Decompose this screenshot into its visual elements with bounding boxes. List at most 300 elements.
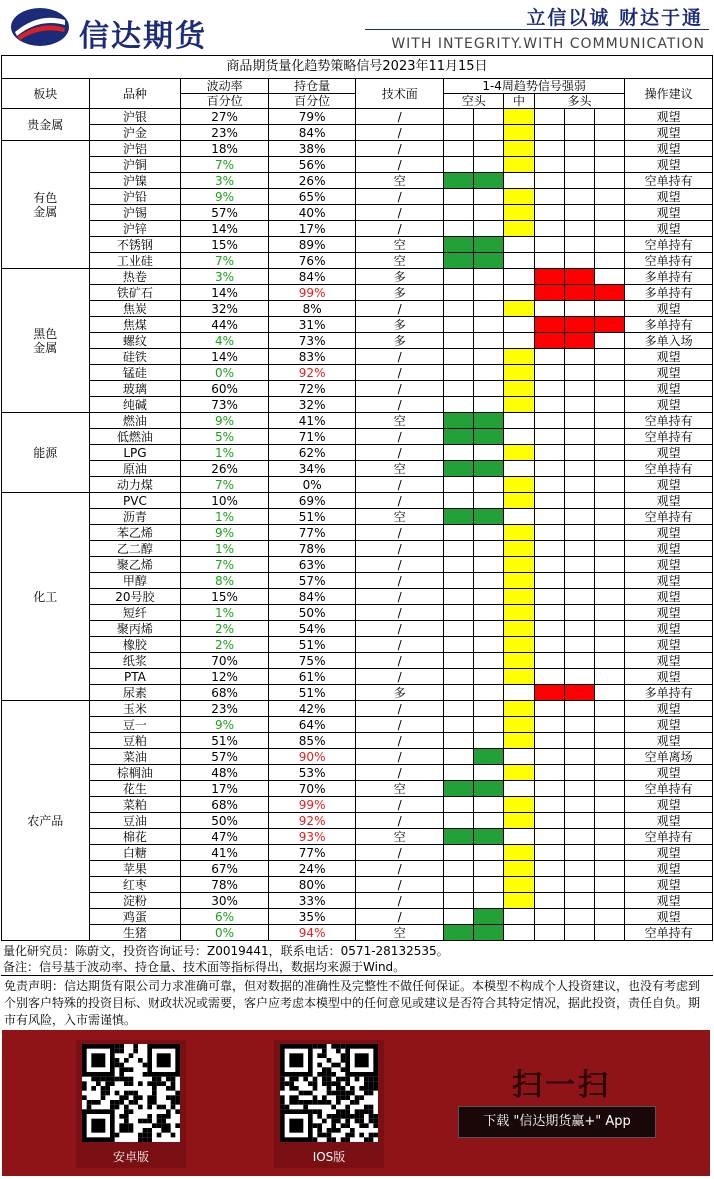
open-interest-cell: 51% (268, 685, 356, 701)
variety-cell: PTA (89, 669, 181, 685)
technical-cell: / (356, 221, 444, 237)
volatility-cell: 7% (181, 557, 269, 573)
signal-cell (504, 445, 534, 461)
signal-cell (474, 525, 504, 541)
signal-cell (474, 653, 504, 669)
signal-cell (564, 669, 594, 685)
volatility-cell: 7% (181, 477, 269, 493)
open-interest-cell: 35% (268, 909, 356, 925)
sector-name: 能源 (2, 413, 90, 493)
slogan-divider (365, 29, 709, 30)
signal-cell (504, 557, 534, 573)
researcher-note: 量化研究员：陈蔚文，投资咨询证号：Z0019441，联系电话：0571-28132535。 (3, 944, 449, 958)
signal-cell (504, 317, 534, 333)
scan-text: 扫一扫 (512, 1068, 611, 1103)
signal-cell (443, 573, 473, 589)
volatility-cell: 6% (181, 909, 269, 925)
variety-cell: 苯乙烯 (89, 525, 181, 541)
variety-cell: 纸浆 (89, 653, 181, 669)
advice-cell: 观望 (625, 541, 713, 557)
open-interest-cell: 99% (268, 285, 356, 301)
advice-cell: 观望 (625, 653, 713, 669)
variety-cell: 沪铝 (89, 141, 181, 157)
advice-cell: 观望 (625, 445, 713, 461)
open-interest-cell: 77% (268, 845, 356, 861)
signal-cell (474, 733, 504, 749)
signal-cell (534, 557, 564, 573)
signal-cell (595, 765, 625, 781)
signal-cell (504, 333, 534, 349)
signal-cell (564, 733, 594, 749)
volatility-cell: 60% (181, 381, 269, 397)
open-interest-cell: 94% (268, 925, 356, 941)
advice-cell: 观望 (625, 621, 713, 637)
signal-cell (474, 237, 504, 253)
volatility-cell: 4% (181, 333, 269, 349)
technical-cell: / (356, 797, 444, 813)
signal-cell (595, 333, 625, 349)
open-interest-cell: 99% (268, 797, 356, 813)
signal-cell (474, 589, 504, 605)
variety-cell: 棕榈油 (89, 765, 181, 781)
signal-cell (443, 413, 473, 429)
signal-cell (564, 765, 594, 781)
signal-cell (564, 125, 594, 141)
technical-cell: 空 (356, 237, 444, 253)
signal-cell (443, 189, 473, 205)
signal-cell (595, 285, 625, 301)
header (1, 1, 713, 53)
signal-cell (534, 365, 564, 381)
signal-cell (504, 781, 534, 797)
signal-cell (595, 877, 625, 893)
table-row (2, 717, 713, 733)
volatility-cell: 48% (181, 765, 269, 781)
signal-cell (564, 237, 594, 253)
signal-cell (443, 269, 473, 285)
signal-cell (534, 125, 564, 141)
table-row (2, 765, 713, 781)
android-qr-code-icon[interactable] (82, 1044, 180, 1142)
signal-cell (443, 509, 473, 525)
signal-cell (564, 429, 594, 445)
signal-cell (534, 509, 564, 525)
signal-cell (564, 525, 594, 541)
signal-cell (474, 605, 504, 621)
signal-cell (443, 781, 473, 797)
signal-cell (443, 477, 473, 493)
signal-cell (595, 205, 625, 221)
variety-cell: 棉花 (89, 829, 181, 845)
signal-cell (534, 797, 564, 813)
variety-cell: 甲醇 (89, 573, 181, 589)
signal-cell (564, 413, 594, 429)
signal-cell (474, 621, 504, 637)
signal-cell (595, 221, 625, 237)
signal-cell (595, 797, 625, 813)
signal-cell (564, 493, 594, 509)
advice-cell: 观望 (625, 605, 713, 621)
signal-cell (504, 573, 534, 589)
table-row (2, 301, 713, 317)
signal-cell (443, 637, 473, 653)
variety-cell: 尿素 (89, 685, 181, 701)
advice-cell: 空单持有 (625, 829, 713, 845)
signal-cell (564, 637, 594, 653)
technical-cell: 空 (356, 173, 444, 189)
technical-cell: / (356, 733, 444, 749)
variety-cell: 聚丙烯 (89, 621, 181, 637)
signal-cell (474, 717, 504, 733)
signal-cell (534, 269, 564, 285)
open-interest-cell: 75% (268, 653, 356, 669)
signal-cell (443, 733, 473, 749)
signal-cell (564, 477, 594, 493)
download-banner (2, 1030, 710, 1176)
signal-cell (564, 397, 594, 413)
col-variety: 品种 (89, 79, 181, 109)
volatility-cell: 0% (181, 365, 269, 381)
advice-cell: 空单持有 (625, 781, 713, 797)
table-row (2, 749, 713, 765)
open-interest-cell: 84% (268, 125, 356, 141)
signal-cell (595, 381, 625, 397)
technical-cell: 空 (356, 461, 444, 477)
signal-cell (564, 253, 594, 269)
signal-cell (504, 845, 534, 861)
advice-cell: 空单持有 (625, 173, 713, 189)
signal-cell (474, 333, 504, 349)
signal-cell (504, 637, 534, 653)
signal-cell (504, 381, 534, 397)
table-row (2, 573, 713, 589)
technical-cell: / (356, 493, 444, 509)
advice-cell: 观望 (625, 701, 713, 717)
signal-cell (595, 397, 625, 413)
col-sector: 板块 (2, 79, 90, 109)
signal-cell (504, 237, 534, 253)
signal-cell (534, 525, 564, 541)
volatility-cell: 18% (181, 141, 269, 157)
technical-cell: 空 (356, 925, 444, 941)
signal-cell (443, 541, 473, 557)
volatility-cell: 78% (181, 877, 269, 893)
variety-cell: 热卷 (89, 269, 181, 285)
technical-cell: / (356, 813, 444, 829)
signal-cell (474, 925, 504, 941)
signal-cell (474, 781, 504, 797)
open-interest-cell: 17% (268, 221, 356, 237)
signal-cell (595, 493, 625, 509)
open-interest-cell: 26% (268, 173, 356, 189)
signal-cell (474, 413, 504, 429)
signal-cell (564, 557, 594, 573)
table-row (2, 157, 713, 173)
signal-cell (595, 845, 625, 861)
ios-qr-card[interactable] (274, 1040, 384, 1168)
signal-cell (443, 525, 473, 541)
signal-cell (564, 109, 594, 125)
table-row (2, 909, 713, 925)
advice-cell: 空单持有 (625, 253, 713, 269)
open-interest-cell: 51% (268, 509, 356, 525)
signal-cell (443, 797, 473, 813)
open-interest-cell: 42% (268, 701, 356, 717)
technical-cell: / (356, 365, 444, 381)
open-interest-cell: 78% (268, 541, 356, 557)
advice-cell: 空单持有 (625, 237, 713, 253)
signal-cell (534, 893, 564, 909)
technical-cell: / (356, 397, 444, 413)
signal-cell (534, 493, 564, 509)
signal-cell (595, 893, 625, 909)
advice-cell: 观望 (625, 573, 713, 589)
signal-cell (564, 221, 594, 237)
signal-cell (504, 813, 534, 829)
volatility-cell: 7% (181, 253, 269, 269)
signal-cell (595, 253, 625, 269)
advice-cell: 观望 (625, 717, 713, 733)
volatility-cell: 47% (181, 829, 269, 845)
signal-cell (534, 573, 564, 589)
signal-cell (534, 285, 564, 301)
signal-cell (564, 653, 594, 669)
table-row (2, 861, 713, 877)
technical-cell: 多 (356, 317, 444, 333)
signal-cell (443, 701, 473, 717)
signal-cell (564, 189, 594, 205)
signal-cell (504, 429, 534, 445)
table-row (2, 589, 713, 605)
signal-cell (564, 461, 594, 477)
signal-cell (564, 269, 594, 285)
signal-cell (534, 429, 564, 445)
variety-cell: 聚乙烯 (89, 557, 181, 573)
technical-cell: / (356, 141, 444, 157)
volatility-cell: 67% (181, 861, 269, 877)
signal-cell (474, 829, 504, 845)
advice-cell: 观望 (625, 589, 713, 605)
signal-cell (443, 765, 473, 781)
signal-cell (443, 461, 473, 477)
signal-cell (474, 813, 504, 829)
variety-cell: 沪铜 (89, 157, 181, 173)
volatility-cell: 57% (181, 205, 269, 221)
signal-cell (534, 829, 564, 845)
table-row (2, 893, 713, 909)
signal-cell (443, 349, 473, 365)
signal-cell (504, 701, 534, 717)
signal-cell (443, 557, 473, 573)
signal-cell (534, 749, 564, 765)
open-interest-cell: 73% (268, 333, 356, 349)
signal-cell (534, 221, 564, 237)
technical-cell: / (356, 653, 444, 669)
signal-cell (534, 701, 564, 717)
signal-cell (595, 653, 625, 669)
signal-cell (504, 221, 534, 237)
volatility-cell: 17% (181, 781, 269, 797)
volatility-cell: 23% (181, 125, 269, 141)
technical-cell: / (356, 109, 444, 125)
advice-cell: 观望 (625, 221, 713, 237)
table-row (2, 317, 713, 333)
advice-cell: 多单持有 (625, 317, 713, 333)
signal-cell (564, 445, 594, 461)
ios-qr-code-icon[interactable] (280, 1044, 378, 1142)
variety-cell: 沪银 (89, 109, 181, 125)
signal-cell (534, 861, 564, 877)
variety-cell: 豆一 (89, 717, 181, 733)
volatility-cell: 1% (181, 445, 269, 461)
signal-cell (534, 845, 564, 861)
open-interest-cell: 76% (268, 253, 356, 269)
xinda-logo-icon (9, 6, 71, 48)
open-interest-cell: 92% (268, 365, 356, 381)
remark-note: 备注：信号基于波动率、持仓量、技术面等指标得出，数据均来源于Wind。 (3, 960, 406, 974)
table-row (2, 813, 713, 829)
signal-cell (443, 861, 473, 877)
signal-cell (504, 509, 534, 525)
signal-cell (443, 397, 473, 413)
signal-cell (443, 893, 473, 909)
signal-cell (474, 477, 504, 493)
open-interest-cell: 63% (268, 557, 356, 573)
signal-cell (564, 893, 594, 909)
volatility-cell: 9% (181, 413, 269, 429)
technical-cell: / (356, 621, 444, 637)
open-interest-cell: 38% (268, 141, 356, 157)
open-interest-cell: 90% (268, 749, 356, 765)
technical-cell: / (356, 637, 444, 653)
volatility-cell: 73% (181, 397, 269, 413)
technical-cell: 多 (356, 285, 444, 301)
signal-cell (564, 541, 594, 557)
signal-cell (534, 717, 564, 733)
volatility-cell: 57% (181, 749, 269, 765)
col-volatility: 波动率 (181, 79, 269, 94)
signal-cell (443, 381, 473, 397)
signal-cell (443, 621, 473, 637)
volatility-cell: 14% (181, 349, 269, 365)
signal-cell (443, 669, 473, 685)
table-row (2, 653, 713, 669)
advice-cell: 空单持有 (625, 461, 713, 477)
open-interest-cell: 92% (268, 813, 356, 829)
technical-cell: / (356, 845, 444, 861)
signal-cell (504, 493, 534, 509)
signal-cell (564, 749, 594, 765)
volatility-cell: 44% (181, 317, 269, 333)
signal-cell (474, 685, 504, 701)
signal-cell (504, 301, 534, 317)
technical-cell: 空 (356, 253, 444, 269)
signal-cell (595, 429, 625, 445)
variety-cell: 豆油 (89, 813, 181, 829)
advice-cell: 观望 (625, 189, 713, 205)
signal-cell (474, 173, 504, 189)
signal-cell (564, 301, 594, 317)
variety-cell: 白糖 (89, 845, 181, 861)
signal-cell (504, 685, 534, 701)
table-row (2, 125, 713, 141)
signal-cell (443, 125, 473, 141)
signal-cell (443, 317, 473, 333)
variety-cell: 菜油 (89, 749, 181, 765)
signal-cell (534, 445, 564, 461)
volatility-cell: 32% (181, 301, 269, 317)
table-row (2, 557, 713, 573)
variety-cell: 沪金 (89, 125, 181, 141)
signal-cell (504, 269, 534, 285)
variety-cell: 沪铅 (89, 189, 181, 205)
signal-cell (474, 845, 504, 861)
advice-cell: 观望 (625, 525, 713, 541)
advice-cell: 观望 (625, 813, 713, 829)
signal-cell (595, 669, 625, 685)
signal-cell (504, 397, 534, 413)
signal-cell (534, 141, 564, 157)
signal-cell (534, 333, 564, 349)
technical-cell: / (356, 525, 444, 541)
variety-cell: 花生 (89, 781, 181, 797)
download-app-button[interactable]: 下载 "信达期货赢+" App (458, 1106, 656, 1138)
volatility-cell: 51% (181, 733, 269, 749)
signal-cell (534, 253, 564, 269)
signal-cell (474, 557, 504, 573)
col-long: 多头 (534, 94, 625, 109)
open-interest-cell: 79% (268, 109, 356, 125)
android-qr-card[interactable] (76, 1040, 186, 1168)
advice-cell: 观望 (625, 669, 713, 685)
signal-cell (474, 301, 504, 317)
signal-cell (595, 717, 625, 733)
table-row (2, 845, 713, 861)
signal-cell (595, 829, 625, 845)
table-row (2, 525, 713, 541)
signal-cell (534, 461, 564, 477)
table-row (2, 141, 713, 157)
signal-cell (504, 925, 534, 941)
col-technical: 技术面 (356, 79, 444, 109)
signal-cell (504, 733, 534, 749)
signal-cell (534, 189, 564, 205)
signal-cell (534, 173, 564, 189)
signal-cell (534, 733, 564, 749)
col-open-interest: 持仓量 (268, 79, 356, 94)
signal-cell (595, 477, 625, 493)
signal-cell (595, 269, 625, 285)
signal-cell (443, 365, 473, 381)
open-interest-cell: 0% (268, 477, 356, 493)
volatility-cell: 68% (181, 685, 269, 701)
signal-cell (534, 589, 564, 605)
volatility-cell: 3% (181, 173, 269, 189)
signal-cell (474, 669, 504, 685)
open-interest-cell: 34% (268, 461, 356, 477)
signal-cell (595, 701, 625, 717)
open-interest-cell: 24% (268, 861, 356, 877)
advice-cell: 观望 (625, 765, 713, 781)
signal-cell (504, 909, 534, 925)
open-interest-cell: 57% (268, 573, 356, 589)
signal-cell (474, 429, 504, 445)
signal-cell (443, 301, 473, 317)
signal-cell (474, 349, 504, 365)
advice-cell: 观望 (625, 141, 713, 157)
advice-cell: 观望 (625, 157, 713, 173)
signal-cell (474, 125, 504, 141)
